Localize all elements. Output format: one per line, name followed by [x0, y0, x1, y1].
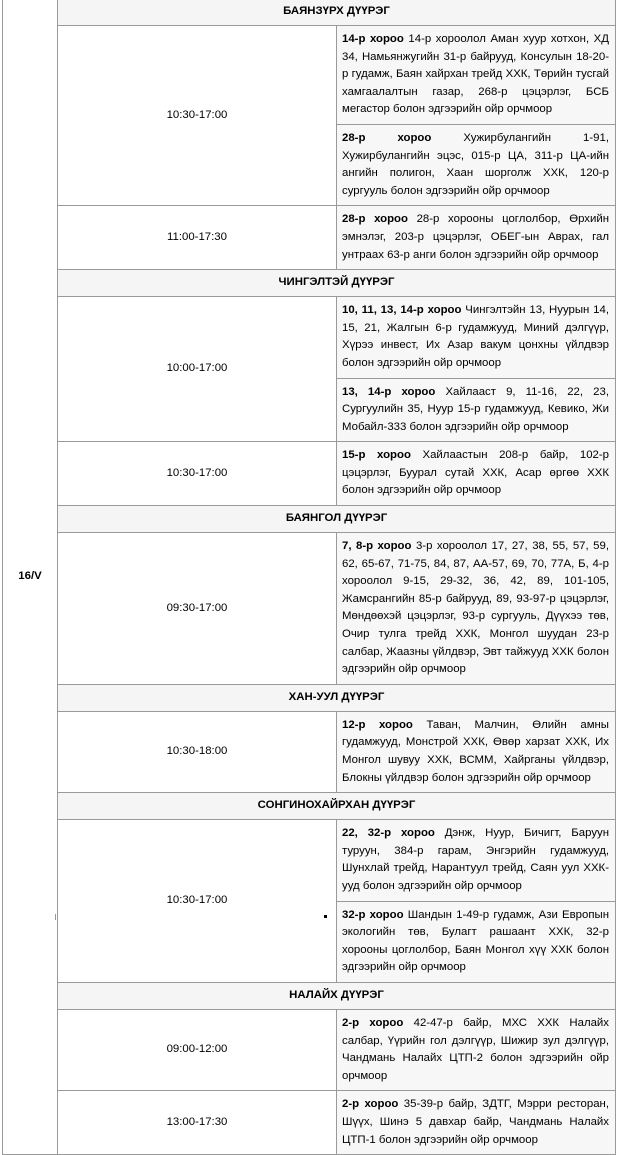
area-description	[337, 297, 616, 378]
khoroo-label: 12-р хороо	[342, 718, 413, 731]
schedule-row	[3, 26, 616, 125]
table-border	[615, 914, 616, 920]
area-list-text: Хайлаастын 208-р байр, 102-р цэцэрлэг, Буурал сутай ХХК, Асар өргөө ХХК болон эдгээрийн ойр орчмоор	[342, 449, 610, 497]
schedule-body	[3, 0, 616, 1155]
khoroo-label: 32-р хороо	[342, 908, 404, 921]
area-description	[337, 820, 616, 901]
time-range: 09:00-12:00	[58, 1009, 337, 1090]
schedule-row	[3, 206, 616, 270]
schedule-row	[3, 711, 616, 792]
area-list-text: 42-47-р байр, МХС ХХК Налайх салбар, Үүрийн гол дэлгүүр, Шижир зул дэлгүүр, Чандмань Налайх ЦТП-2 болон эдгээрийн ойр орчмоор	[342, 1016, 609, 1082]
khoroo-label: 15-р хороо	[342, 449, 411, 462]
area-description	[337, 533, 616, 685]
district-name: БАЯНГОЛ ДҮҮРЭГ	[58, 506, 616, 533]
table-border	[55, 914, 56, 920]
time-range: 09:30-17:00	[58, 533, 337, 685]
schedule-row	[3, 533, 616, 685]
area-description	[337, 1009, 616, 1090]
khoroo-label: 10, 11, 13, 14-р хороо	[342, 304, 462, 317]
schedule-row	[3, 1009, 616, 1090]
area-description	[337, 378, 616, 442]
khoroo-label: 28-р хороо	[342, 213, 408, 226]
area-list-text: Хужирбулангийн 1-91, Хужирбулангийн эцэс, 015-р ЦА, 311-р ЦА-ийн ангийн полигон, Хаан шорголж ХХК, 120-р сургууль болон эдгээрийн ойр орчмоор	[342, 131, 609, 197]
area-description	[337, 711, 616, 792]
district-header-row	[3, 982, 616, 1009]
schedule-row	[3, 1091, 616, 1155]
area-list-text: 3-р хороолол 17, 27, 38, 55, 57, 59, 62, 65-67, 71-75, 84, 87, АА-57, 69, 70, 77А, Б, 4-р хороолол 9-15, 29-32, 36, 42, 89, 101-105, Жамсрангийн 85-р байрууд, 89, 93-97-р цэцэрлэг, Мөндөөхэй цэцэрлэг, 93-р сургууль, Дүүхээ төв, Очир тулга трейд ХХК, Монгол шуудан 23-р салбар, Жаазны үйлдвэр, Эвт тайжууд ХХК болон эдгээрийн ойр орчмоор	[342, 540, 609, 676]
schedule-row	[3, 297, 616, 378]
district-header-row	[3, 270, 616, 297]
district-name: ЧИНГЭЛТЭЙ ДҮҮРЭГ	[58, 270, 616, 297]
area-list-text: Таван, Малчин, Өлийн амны гудамжууд, Монстрой ХХК, Өвөр харзат ХХК, Их Монгол шувуу ХХК, ВСММ, Хайрганы үйлдвэр, Блокны үйлдвэр болон эдгээрийн ойр орчмоор	[342, 718, 609, 784]
district-name: НАЛАЙХ ДҮҮРЭГ	[58, 982, 616, 1009]
area-description	[337, 442, 616, 506]
khoroo-label: 2-р хороо	[342, 1098, 399, 1111]
district-name: БАЯНЗҮРХ ДҮҮРЭГ	[58, 0, 616, 26]
table-border	[2, 914, 3, 920]
district-header-row	[3, 0, 616, 26]
area-list-text: Чингэлтэйн 13, Нуурын 14, 15, 21, Жалгын 6-р гудамжууд, Миний дэлгүүр, Хүрээ инвест, Их Азар вакум цонхны үйлдвэр болон эдгээрийн ойр орчмоор	[342, 304, 610, 369]
area-description	[337, 206, 616, 270]
area-description	[337, 1091, 616, 1155]
schedule-row	[3, 820, 616, 901]
district-header-row	[3, 684, 616, 711]
khoroo-label: 13, 14-р хороо	[342, 385, 436, 398]
time-range: 10:30-17:00	[58, 442, 337, 506]
khoroo-label: 2-р хороо	[342, 1016, 404, 1029]
power-outage-schedule-table	[2, 0, 616, 1155]
time-range: 10:30-17:00	[58, 26, 337, 206]
area-list-text: Дэнж, Нуур, Бичигт, Баруун туруун, 384-р гарам, Энгэрийн гудамжууд, Шунхлай трейд, Нарантуул трейд, Саян уул ХХК-ууд болон эдгээрийн ойр орчмоор	[342, 827, 609, 892]
time-range: 10:30-17:00	[58, 820, 337, 983]
table-continuation	[2, 914, 616, 920]
district-header-row	[3, 793, 616, 820]
time-range: 13:00-17:30	[58, 1091, 337, 1155]
area-description	[337, 26, 616, 125]
area-list-text: Шандын 1-49-р гудамж, Ази Европын экологийн төв, Булагт рашаант ХХК, 32-р хорооны цоглолбор, Баян Монгол хүү ХХК болон эдгээрийн ойр орчмоор	[342, 908, 609, 974]
khoroo-label: 7, 8-р хороо	[342, 540, 412, 553]
khoroo-label: 14-р хороо	[342, 33, 404, 45]
district-name: ХАН-УУЛ ДҮҮРЭГ	[58, 684, 616, 711]
time-range: 11:00-17:30	[58, 206, 337, 270]
area-list-text: 28-р хорооны цоглолбор, Өрхийн эмнэлэг, 203-р цэцэрлэг, ОБЕГ-ын Аврах, гал унтраах 63-р анги болон эдгээрийн ойр орчмоор	[342, 213, 609, 261]
area-list-text: 35-39-р байр, ЗДТГ, Мэрри ресторан, Шүүх, Шинэ 5 давхар байр, Чандмань Налайх ЦТП-1 болон эдгээрийн ойр орчмоор	[342, 1098, 609, 1146]
district-name: СОНГИНОХАЙРХАН ДҮҮРЭГ	[58, 793, 616, 820]
schedule-row	[3, 442, 616, 506]
area-list-text: 14-р хороолол Аман хуур хотхон, ХД 34, Намьянжугийн 31-р байрууд, Консулын 18-20-р гудамж, Баян хайрхан трейд ХХК, Төрийн тусгай хамгаалалтын газар, 268-р цэцэрлэг, БСБ мегастор болон эдгээрийн ойр орчмоор	[342, 33, 609, 116]
district-header-row	[3, 506, 616, 533]
area-list-text: Хайлааст 9, 11-16, 22, 23, Сургуулийн 35, Нуур 15-р гудамжууд, Кевико, Жи Мобайл-333 болон эдгээрийн ойр орчмоор	[342, 385, 609, 433]
date-cell: 16/V	[3, 0, 58, 1155]
khoroo-label: 28-р хороо	[342, 131, 432, 144]
khoroo-label: 22, 32-р хороо	[342, 827, 435, 840]
time-range: 10:30-18:00	[58, 711, 337, 792]
time-range: 10:00-17:00	[58, 297, 337, 442]
area-description	[337, 124, 616, 205]
